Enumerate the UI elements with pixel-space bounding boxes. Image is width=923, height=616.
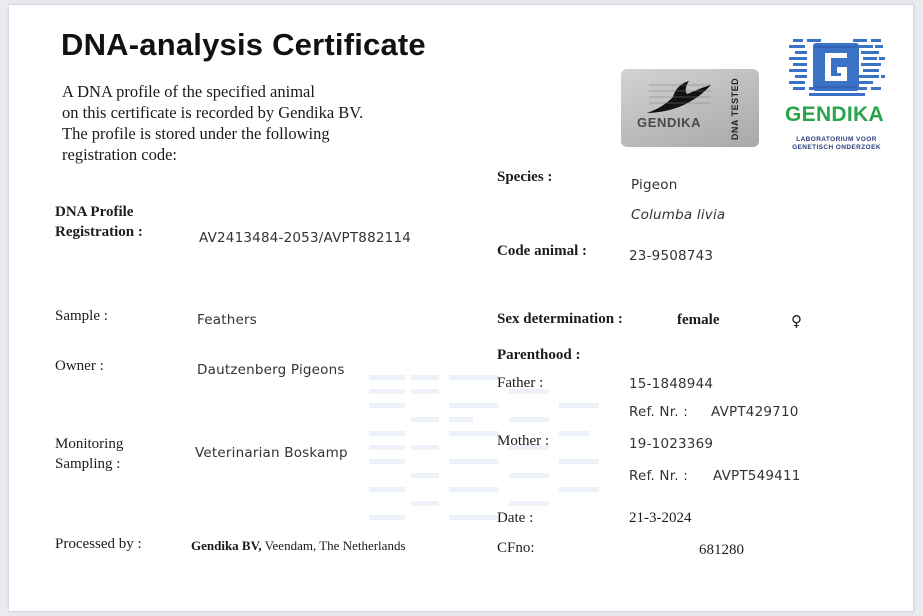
intro-line: on this certificate is recorded by Gendika BV. — [62, 103, 364, 122]
sex-value: female — [677, 312, 720, 328]
parenthood-label: Parenthood : — [497, 347, 581, 363]
date-label: Date : — [497, 510, 534, 526]
intro-line: registration code: — [62, 145, 178, 164]
intro-line: The profile is stored under the following — [62, 124, 330, 143]
intro-text — [62, 81, 442, 165]
female-symbol-icon: ♀ — [791, 312, 802, 330]
pigeon-icon — [645, 79, 715, 119]
species-latin: Columba livia — [631, 207, 726, 223]
monitoring-value: Veterinarian Boskamp — [195, 445, 348, 461]
badge-brand: GENDIKA — [637, 115, 702, 130]
processed-label: Processed by : — [55, 536, 142, 552]
date-value: 21-3-2024 — [629, 510, 692, 526]
owner-value: Dautzenberg Pigeons — [197, 362, 345, 378]
father-label: Father : — [497, 375, 544, 391]
sex-determination-label: Sex determination : — [497, 311, 623, 327]
dna-tested-badge — [621, 69, 759, 147]
badge-vertical-text-box — [725, 77, 745, 141]
species-label: Species : — [497, 169, 553, 185]
processed-location: Veendam, The Netherlands — [264, 538, 406, 553]
processed-company: Gendika BV, — [191, 538, 262, 553]
watermark-logo — [349, 365, 629, 545]
mother-label: Mother : — [497, 433, 550, 449]
mother-ref-label: Ref. Nr. : — [629, 468, 688, 484]
logo-subtitle — [779, 136, 894, 152]
registration-label-2: Registration : — [55, 224, 143, 240]
gendika-g-logo — [787, 37, 887, 99]
monitoring-label-1: Monitoring — [55, 436, 124, 452]
logo-subtitle-line: LABORATORIUM VOOR — [796, 136, 877, 143]
monitoring-label-2: Sampling : — [55, 456, 121, 472]
sample-label: Sample : — [55, 308, 108, 324]
registration-value: AV2413484-2053/AVPT882114 — [199, 230, 412, 246]
certificate-card — [8, 4, 914, 612]
logo-name: GENDIKA — [785, 103, 884, 126]
intro-line: A DNA profile of the specified animal — [62, 82, 315, 101]
cfno-value: 681280 — [699, 542, 744, 558]
logo-subtitle-line: GENETISCH ONDERZOEK — [792, 144, 881, 151]
father-ref-label: Ref. Nr. : — [629, 404, 688, 420]
cfno-label: CFno: — [497, 540, 535, 556]
owner-label: Owner : — [55, 358, 104, 374]
mother-value: 19-1023369 — [629, 436, 714, 452]
father-ref-value: AVPT429710 — [711, 404, 799, 420]
sample-value: Feathers — [197, 312, 257, 328]
father-value: 15-1848944 — [629, 376, 714, 392]
species-value: Pigeon — [631, 177, 678, 193]
registration-label-1: DNA Profile — [55, 204, 134, 220]
certificate-title: DNA-analysis Certificate — [61, 27, 426, 62]
code-animal-value: 23-9508743 — [629, 248, 714, 264]
processed-value — [191, 538, 406, 554]
code-animal-label: Code animal : — [497, 243, 587, 259]
mother-ref-value: AVPT549411 — [713, 468, 801, 484]
badge-vertical-text: DNA TESTED — [730, 77, 741, 141]
